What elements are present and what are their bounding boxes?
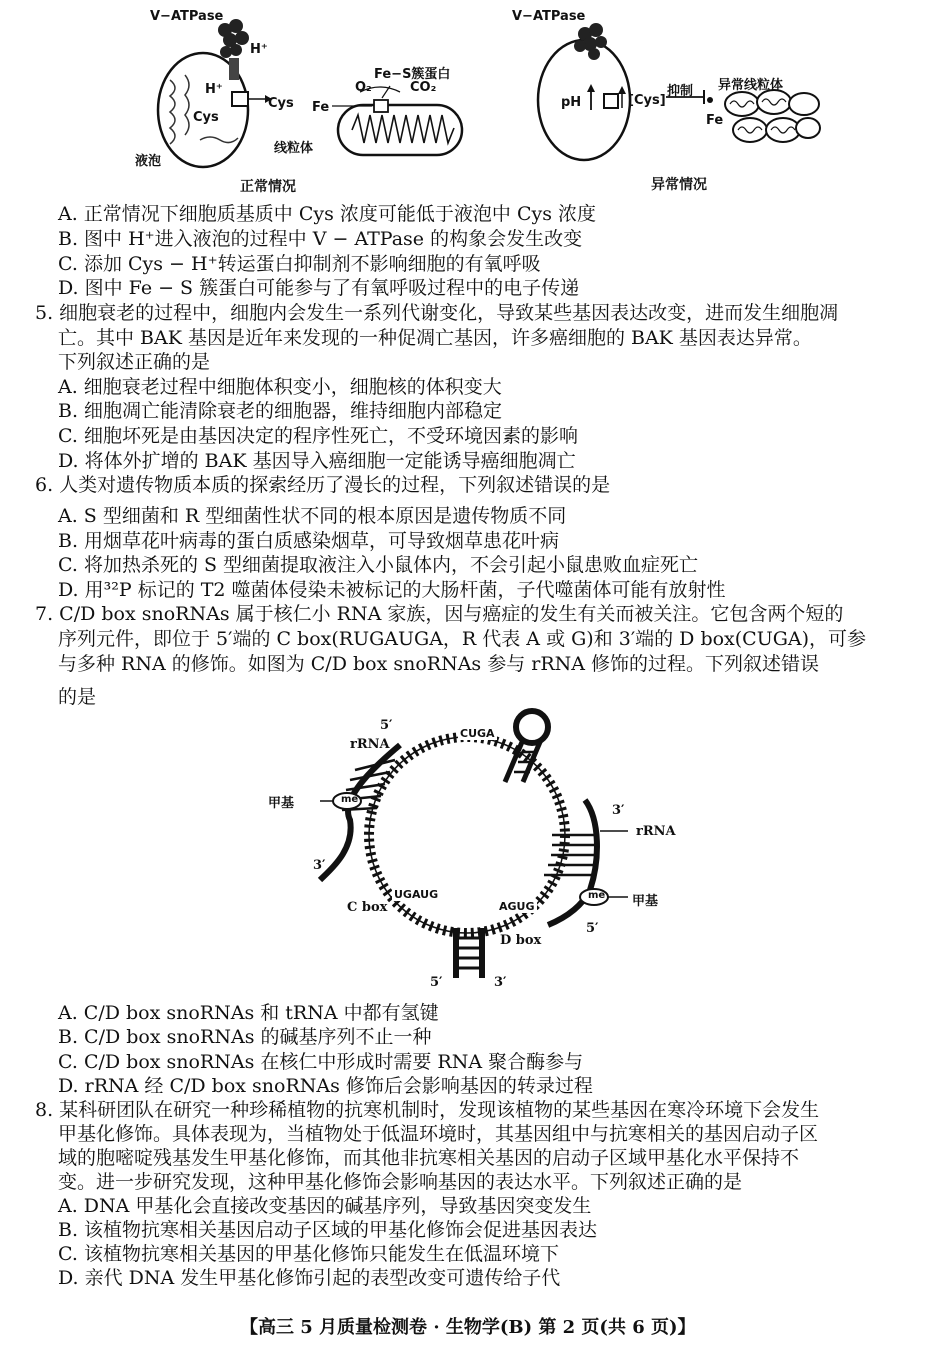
q5-stem-line-1: 5. 细胞衰老的过程中，细胞内会发生一系列代谢变化，导致某些基因表达改变，进而发生细胞凋 [35, 302, 839, 324]
label-ph: pH [561, 95, 582, 110]
label-fe-right: Fe [706, 113, 724, 128]
caption-abnormal: 异常情况 [651, 177, 707, 193]
fig2-c-box: C box [347, 900, 388, 915]
q8-option-c: C. 该植物抗寒相关基因的甲基化修饰只能发生在低温环境下 [58, 1243, 559, 1265]
label-co2: CO₂ [410, 80, 437, 95]
fig2-rrna-left: rRNA [350, 737, 390, 752]
q5-option-c: C. 细胞坏死是由基因决定的程序性死亡，不受环境因素的影响 [58, 425, 578, 447]
fig2-methyl-left: 甲基 [268, 796, 295, 811]
cys-transporter-left [232, 92, 248, 106]
label-vatpase-left: V−ATPase [150, 9, 224, 24]
q6-option-c: C. 将加热杀死的 S 型细菌提取液注入小鼠体内，不会引起小鼠患败血症死亡 [58, 554, 699, 576]
cys-transporter-right [604, 94, 618, 108]
fig2-agug-label: AGUG [499, 900, 535, 913]
label-inhibit: 抑制 [667, 84, 694, 99]
q5-option-b: B. 细胞凋亡能清除衰老的细胞器，维持细胞内部稳定 [58, 400, 503, 422]
q8-stem-line-4: 变。进一步研究发现，这种甲基化修饰会影响基因的表达水平。下列叙述正确的是 [58, 1171, 743, 1193]
figure-2-snorna-diagram [0, 705, 950, 995]
fes-protein [374, 100, 388, 112]
label-fes-protein: Fe−S簇蛋白 [374, 67, 451, 82]
label-cys-concentration: [Cys] [628, 93, 666, 108]
q5-option-d: D. 将体外扩增的 BAK 基因导入癌细胞一定能诱导癌细胞凋亡 [58, 450, 576, 472]
q8-option-a: A. DNA 甲基化会直接改变基因的碱基序列，导致基因突变发生 [58, 1195, 592, 1217]
q4-option-b: B. 图中 H⁺进入液泡的过程中 V − ATPase 的构象会发生改变 [58, 228, 583, 250]
q7-stem-line-2: 序列元件，即位于 5′端的 C box(RUGAUGA，R 代表 A 或 G)和 3′端的 D box(CUGA)，可参 [58, 628, 867, 650]
q7-stem-line-3: 与多种 RNA 的修饰。如图为 C/D box snoRNAs 参与 rRNA 修饰的过程。下列叙述错误 [58, 653, 820, 675]
q6-stem: 6. 人类对遗传物质本质的探索经历了漫长的过程，下列叙述错误的是 [35, 474, 611, 496]
rrna-left-strand [320, 745, 400, 880]
q4-option-d: D. 图中 Fe − S 簇蛋白可能参与了有氧呼吸过程中的电子传递 [58, 277, 580, 299]
q5-stem-line-3: 下列叙述正确的是 [58, 351, 211, 373]
fig2-methyl-right: 甲基 [632, 894, 659, 909]
label-abnormal-mitochondria: 异常线粒体 [718, 78, 784, 93]
label-vacuole: 液泡 [135, 154, 162, 169]
q8-stem-line-2: 甲基化修饰。具体表现为，当植物处于低温环境时，其基因组中与抗寒相关的基因启动子区 [58, 1123, 819, 1145]
fig2-five-prime-bottom: 5′ [430, 975, 443, 990]
label-h-plus-top: H⁺ [250, 42, 268, 57]
label-mitochondrion: 线粒体 [274, 141, 314, 156]
q7-stem-line-1: 7. C/D box snoRNAs 属于核仁小 RNA 家族，因与癌症的发生有关而被关注。它包含两个短的 [35, 603, 844, 625]
q6-option-d: D. 用³²P 标记的 T2 噬菌体侵染未被标记的大肠杆菌，子代噬菌体可能有放射性 [58, 579, 726, 601]
fig2-three-prime-left: 3′ [313, 858, 326, 873]
page-footer: 【高三 5 月质量检测卷 · 生物学(B) 第 2 页(共 6 页)】 [240, 1317, 696, 1338]
figure-1-diagram [0, 0, 950, 210]
label-cys-out: Cys [268, 96, 294, 111]
q4-option-c: C. 添加 Cys − H⁺转运蛋白抑制剂不影响细胞的有氧呼吸 [58, 253, 541, 275]
q7-option-b: B. C/D box snoRNAs 的碱基序列不止一种 [58, 1026, 432, 1048]
label-vatpase-right: V−ATPase [512, 9, 586, 24]
fig2-d-box: D box [500, 933, 542, 948]
fig2-five-prime-right: 5′ [586, 921, 599, 936]
top-stem-loop [516, 711, 548, 743]
fig2-three-prime-bottom: 3′ [494, 975, 507, 990]
v-atpase-right-icon [574, 23, 607, 60]
q7-stem-line-4: 的是 [58, 686, 97, 708]
mitochondrion-left [338, 105, 462, 155]
fig2-three-prime-right: 3′ [612, 803, 625, 818]
q4-option-a: A. 正常情况下细胞质基质中 Cys 浓度可能低于液泡中 Cys 浓度 [58, 203, 597, 225]
q8-stem-line-3: 域的胞嘧啶残基发生甲基化修饰，而其他非抗寒相关基因的启动子区域甲基化水平保持不 [58, 1147, 800, 1169]
label-o2: O₂ [355, 80, 372, 95]
q8-option-b: B. 该植物抗寒相关基因启动子区域的甲基化修饰会促进基因表达 [58, 1219, 598, 1241]
right-duplex [544, 835, 598, 875]
label-h-plus-inner: H⁺ [205, 82, 223, 97]
q7-option-c: C. C/D box snoRNAs 在核仁中形成时需要 RNA 聚合酶参与 [58, 1051, 584, 1073]
rrna-right-strand [548, 800, 597, 925]
q5-stem-line-2: 亡。其中 BAK 基因是近年来发现的一种促凋亡基因，许多癌细胞的 BAK 基因表达异常。 [58, 327, 812, 349]
fig2-me-left: me [341, 794, 359, 805]
v-atpase-left-icon [218, 19, 249, 80]
q6-option-b: B. 用烟草花叶病毒的蛋白质感染烟草，可导致烟草患花叶病 [58, 530, 560, 552]
abnormal-mitochondria-icon [725, 90, 820, 142]
q7-option-a: A. C/D box snoRNAs 和 tRNA 中都有氢键 [58, 1002, 439, 1024]
q8-stem-line-1: 8. 某科研团队在研究一种珍稀植物的抗寒机制时，发现该植物的某些基因在寒冷环境下会发生 [35, 1099, 820, 1121]
label-fe: Fe [312, 100, 330, 115]
caption-normal: 正常情况 [240, 179, 296, 195]
fig2-rrna-right: rRNA [636, 824, 676, 839]
label-cys-in: Cys [193, 110, 219, 125]
q5-option-a: A. 细胞衰老过程中细胞体积变小，细胞核的体积变大 [58, 376, 502, 398]
q8-option-d: D. 亲代 DNA 发生甲基化修饰引起的表型改变可遗传给子代 [58, 1267, 561, 1289]
fig2-ugaug-label: UGAUG [394, 888, 439, 901]
q6-option-a: A. S 型细菌和 R 型细菌性状不同的根本原因是遗传物质不同 [58, 505, 567, 527]
q7-option-d: D. rRNA 经 C/D box snoRNAs 修饰后会影响基因的转录过程 [58, 1075, 593, 1097]
fig2-cuga-label: CUGA [460, 727, 495, 740]
fig2-five-prime-top: 5′ [380, 718, 393, 733]
fig2-me-right: me [588, 890, 606, 901]
